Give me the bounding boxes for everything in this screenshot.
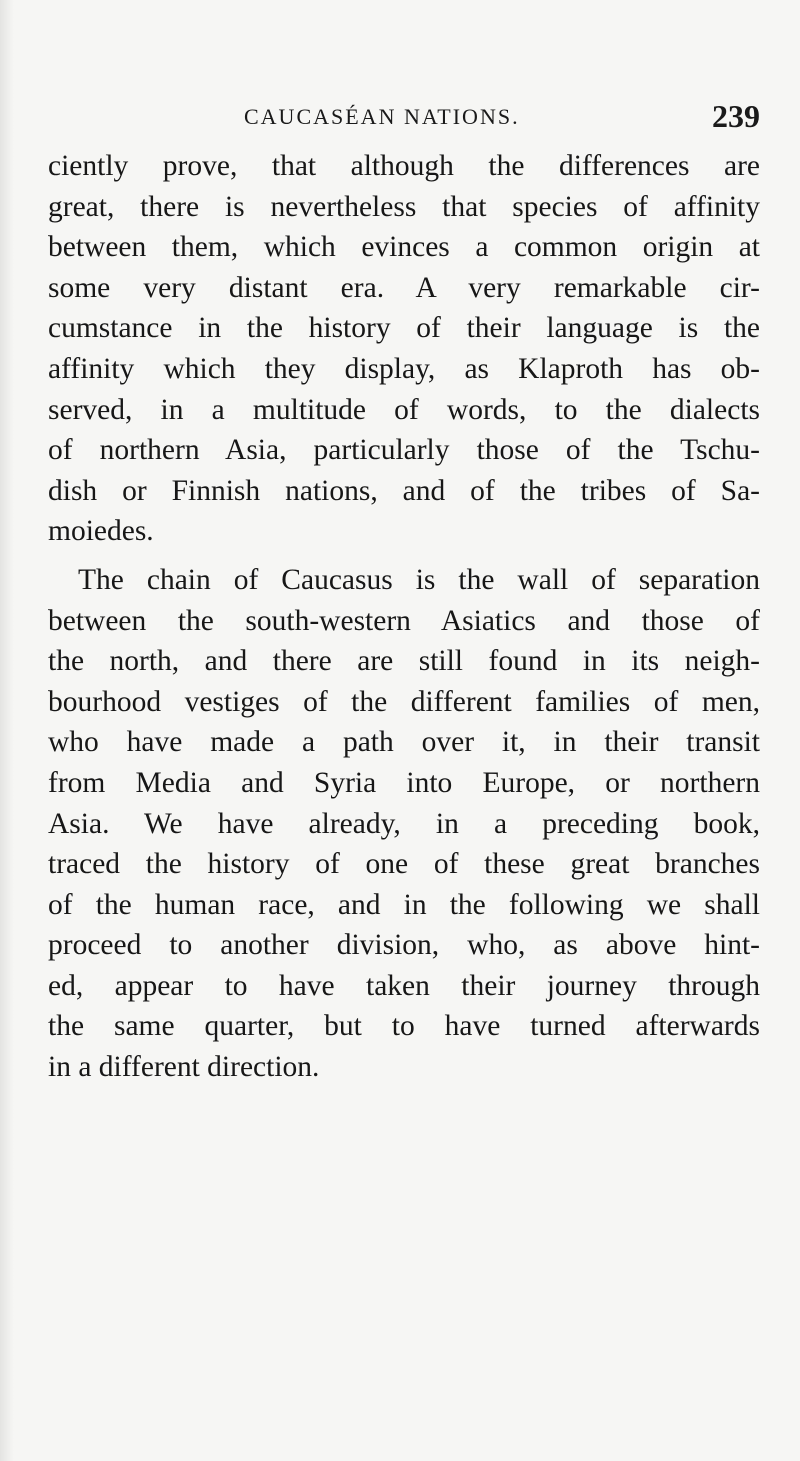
text-line: the north, and there are still found in its neigh-	[48, 645, 760, 678]
body-text	[48, 146, 760, 1088]
text-line: from Media and Syria into Europe, or northern	[48, 766, 760, 799]
page-gutter-shadow	[0, 0, 14, 1461]
text-line: the same quarter, but to have turned afterwards	[48, 1010, 760, 1043]
text-line: bourhood vestiges of the different families of men,	[48, 685, 760, 718]
text-line: moiedes.	[48, 515, 154, 548]
text-line: The chain of Caucasus is the wall of separation	[78, 563, 760, 596]
running-head-title: CAUCASÉAN NATIONS.	[244, 104, 520, 129]
text-line: cumstance in the history of their language is the	[48, 312, 760, 345]
text-line: ciently prove, that although the differences are	[48, 150, 760, 182]
running-head	[44, 98, 760, 138]
text-line: of northern Asia, particularly those of the Tschu-	[48, 434, 760, 467]
text-line: dish or Finnish nations, and of the tribes of Sa-	[48, 474, 760, 507]
paragraph-2	[48, 560, 760, 1088]
text-line: ed, appear to have taken their journey through	[48, 969, 760, 1002]
page-number: 239	[712, 98, 760, 134]
text-line: between the south-western Asiatics and those of	[48, 604, 760, 637]
text-line: proceed to another division, who, as above hint-	[48, 929, 760, 962]
text-line: between them, which evinces a common origin at	[48, 231, 760, 264]
text-line: in a different direction.	[48, 1051, 320, 1084]
text-line: great, there is nevertheless that species of affinity	[48, 190, 760, 223]
text-line: some very distant era. A very remarkable cir-	[48, 271, 760, 304]
text-line: of the human race, and in the following we shall	[48, 888, 760, 921]
text-line: who have made a path over it, in their transit	[48, 726, 760, 759]
paragraph-1	[48, 146, 760, 552]
text-line: traced the history of one of these great branches	[48, 848, 760, 881]
text-line: affinity which they display, as Klaproth has ob-	[48, 352, 760, 385]
text-line: Asia. We have already, in a preceding book,	[48, 807, 760, 840]
text-line: served, in a multitude of words, to the dialects	[48, 393, 760, 426]
